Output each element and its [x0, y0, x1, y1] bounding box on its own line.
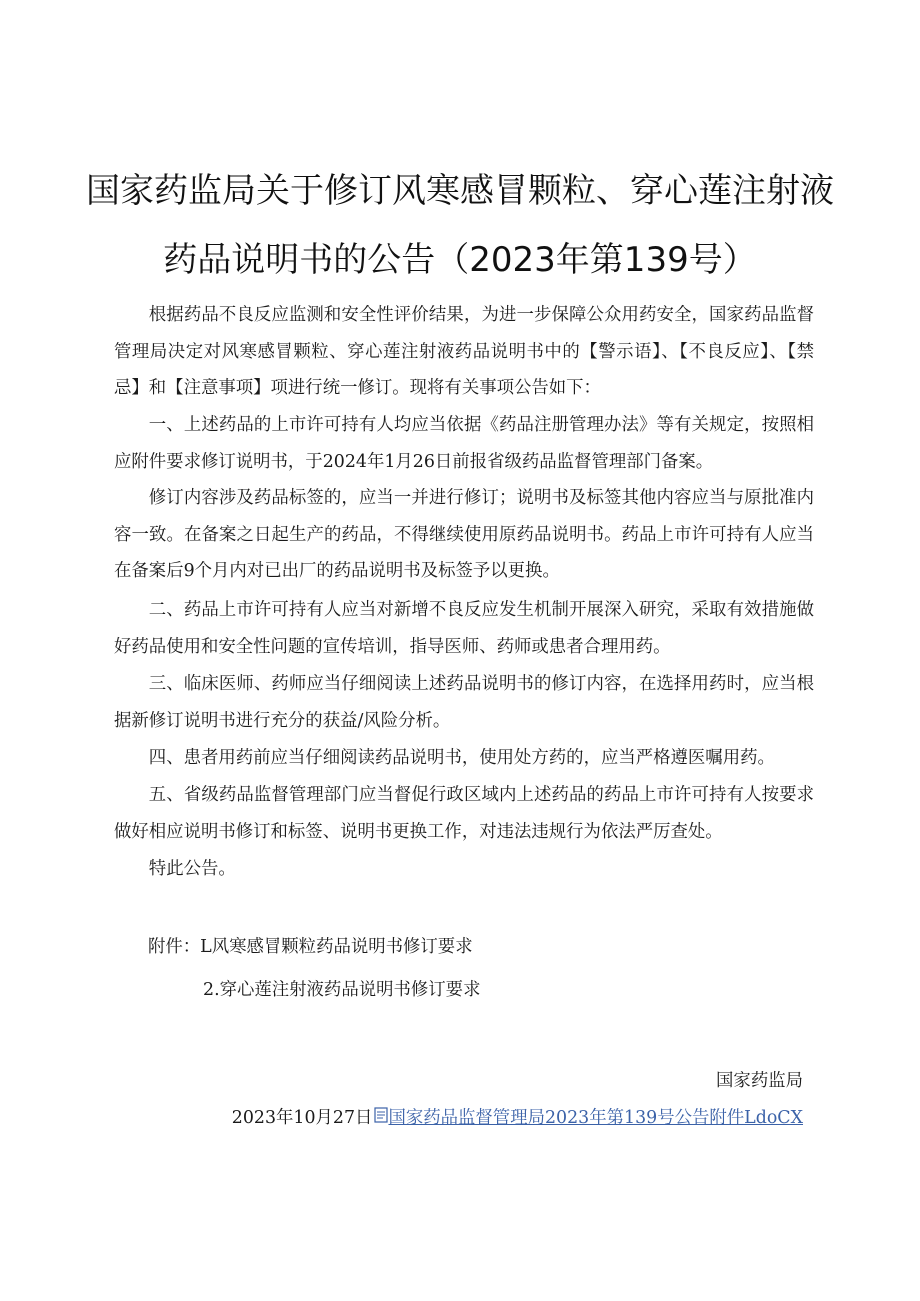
- paragraph-intro: 根据药品不良反应监测和安全性评价结果，为进一步保障公众用药安全，国家药品监督管理局决定对风寒感冒颗粒、穿心莲注射液药品说明书中的【警示语】、【不良反应】、【禁忌】和【注意事项】项进行统一修订。现将有关事项公告如下：: [114, 305, 814, 398]
- attachment-2: 2.穿心莲注射液药品说明书修订要求: [203, 980, 481, 1000]
- attachment-file-icon: [372, 1107, 388, 1128]
- paragraph-item-3: 三、临床医师、药师应当仔细阅读上述药品说明书的修订内容，在选择用药时，应当根据新修订说明书进行充分的获益/风险分析。: [114, 674, 814, 731]
- attachment-1: 附件：L风寒感冒颗粒药品说明书修订要求: [148, 937, 473, 957]
- paragraph-item-1: 一、上述药品的上市许可持有人均应当依据《药品注册管理办法》等有关规定，按照相应附件要求修订说明书，于2024年1月26日前报省级药品监督管理部门备案。: [114, 415, 814, 472]
- paragraph-item-1-cont: 修订内容涉及药品标签的，应当一并进行修订；说明书及标签其他内容应当与原批准内容一致。在备案之日起生产的药品，不得继续使用原药品说明书。药品上市许可持有人应当在备案后9个月内对已出厂的药品说明书及标签予以更换。: [114, 488, 814, 581]
- issuer-signature: 国家药监局: [716, 1071, 803, 1091]
- attachment-download-link[interactable]: 国家药品监督管理局2023年第139号公告附件LdoCX: [388, 1108, 803, 1128]
- issue-date: 2023年10月27日: [231, 1108, 373, 1128]
- paragraph-item-2: 二、药品上市许可持有人应当对新增不良反应发生机制开展深入研究，采取有效措施做好药品使用和安全性问题的宣传培训，指导医师、药师或患者合理用药。: [114, 600, 814, 657]
- paragraph-item-4: 四、患者用药前应当仔细阅读药品说明书，使用处方药的，应当严格遵医嘱用药。: [148, 748, 775, 768]
- title-line-2: 药品说明书的公告（2023年第139号）: [163, 240, 757, 280]
- date-line: [232, 1103, 803, 1128]
- title-line-1: 国家药监局关于修订风寒感冒颗粒、穿心莲注射液: [86, 171, 834, 211]
- paragraph-closing: 特此公告。: [148, 859, 236, 879]
- paragraph-item-5: 五、省级药品监督管理部门应当督促行政区域内上述药品的药品上市许可持有人按要求做好相应说明书修订和标签、说明书更换工作，对违法违规行为依法严厉查处。: [114, 785, 814, 842]
